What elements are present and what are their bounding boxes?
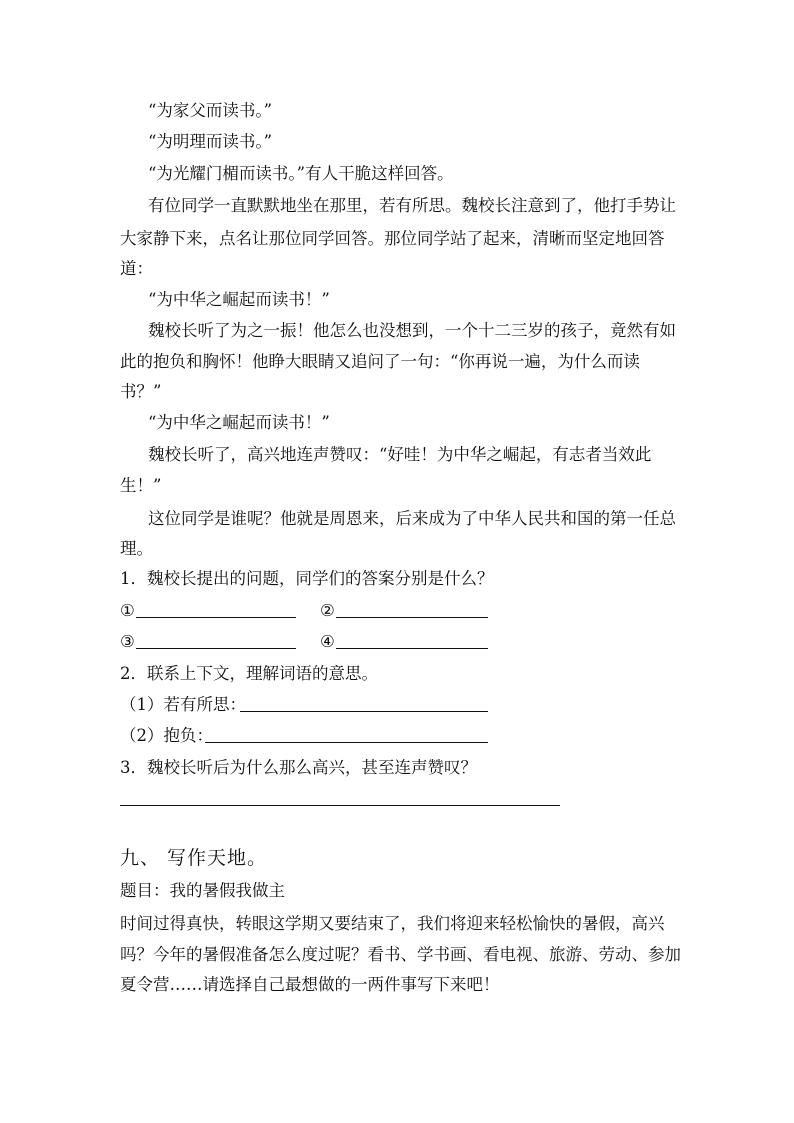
passage-line: 生！” [120,476,162,495]
passage-line: 魏校长听了为之一振！他怎么也没想到，一个十二三岁的孩子，竟然有如 [148,321,676,340]
question-2-item-2: （2）抱负： [120,726,213,745]
answer-blank-4[interactable] [336,648,488,649]
question-1: 1．魏校长提出的问题，同学们的答案分别是什么？ [120,569,494,588]
question-3: 3．魏校长听后为什么那么高兴，甚至连声赞叹？ [120,758,477,777]
answer-blank-1[interactable] [136,617,296,618]
question-2: 2．联系上下文，理解词语的意思。 [120,664,378,683]
answer-blank-3-line[interactable] [120,805,560,806]
answer-mark-2: ② [320,601,335,620]
passage-line: “为光耀门楣而读书。”有人干脆这样回答。 [148,164,454,183]
passage-line: 道： [120,259,153,278]
passage-line: 理。 [120,539,153,558]
passage-line: “为中华之崛起而读书！” [148,413,330,432]
section-heading: 九、 写作天地。 [120,847,268,869]
answer-mark-3: ③ [120,632,135,651]
passage-line: 此的抱负和胸怀！他睁大眼睛又追问了一句：“你再说一遍，为什么而读 [120,352,640,371]
answer-mark-4: ④ [320,632,335,651]
passage-line: 魏校长听了，高兴地连声赞叹：“好哇！为中华之崛起，有志者当效此 [148,445,652,464]
passage-line: “为家父而读书。” [148,101,273,120]
writing-topic: 题目：我的暑假我做主 [120,881,285,900]
answer-mark-1: ① [120,601,135,620]
passage-line: 这位同学是谁呢？他就是周恩来，后来成为了中华人民共和国的第一任总 [148,509,676,528]
passage-line: 有位同学一直默默地坐在那里，若有所思。魏校长注意到了，他打手势让 [148,196,676,215]
answer-blank-2[interactable] [336,617,488,618]
writing-prompt-line: 时间过得真快，转眼这学期又要结束了，我们将迎来轻松愉快的暑假，高兴 [120,914,665,933]
passage-line: 书？” [120,382,162,401]
question-2-item-1: （1）若有所思： [120,695,246,714]
writing-prompt-line: 夏令营……请选择自己最想做的一两件事写下来吧！ [120,975,500,994]
answer-blank-3[interactable] [136,648,296,649]
passage-line: “为中华之崛起而读书！” [148,290,330,309]
writing-prompt-line: 吗？今年的暑假准备怎么度过呢？看书、学书画、看电视、旅游、劳动、参加 [120,945,681,964]
answer-blank-2-2[interactable] [205,742,488,743]
answer-blank-2-1[interactable] [240,711,488,712]
passage-line: “为明理而读书。” [148,132,273,151]
passage-line: 大家静下来，点名让那位同学回答。那位同学站了起来，清晰而坚定地回答 [120,229,665,248]
